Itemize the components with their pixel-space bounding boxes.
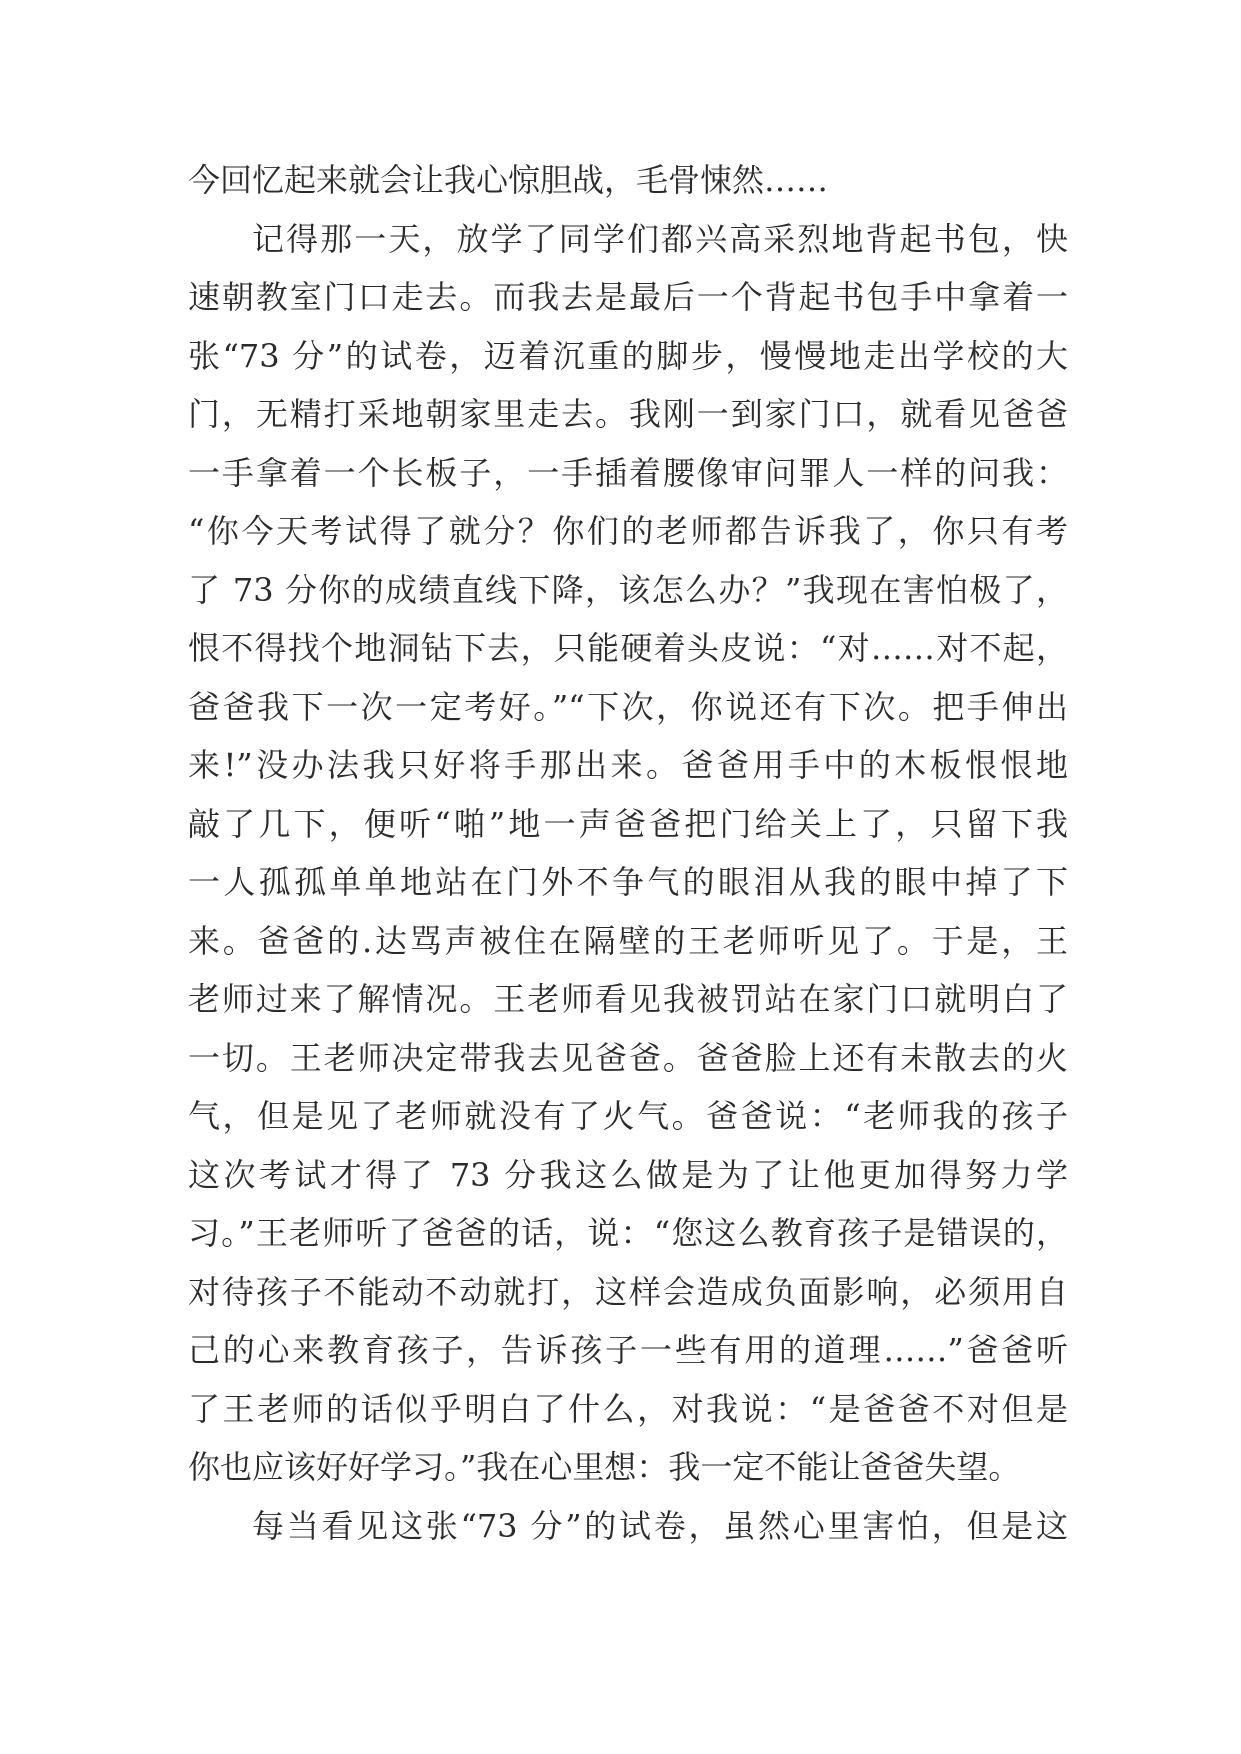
text-line: 一手拿着一个长板子，一手插着腰像审问罪人一样的问我： bbox=[188, 453, 1068, 492]
text-line: 来。爸爸的.达骂声被住在隔壁的王老师听见了。于是，王 bbox=[188, 921, 1068, 960]
text-line: 了 73 分你的成绩直线下降，该怎么办？”我现在害怕极了， bbox=[188, 570, 1068, 609]
text-line: 一人孤孤单单地站在门外不争气的眼泪从我的眼中掉了下 bbox=[188, 863, 1068, 901]
text-line: 爸爸我下一次一定考好。”“下次，你说还有下次。把手伸出 bbox=[188, 687, 1068, 726]
text-line: 这次考试才得了 73 分我这么做是为了让他更加得努力学 bbox=[188, 1155, 1068, 1194]
text-line: 敲了几下，便听“啪”地一声爸爸把门给关上了，只留下我 bbox=[188, 804, 1068, 843]
text-line: 对待孩子不能动不动就打，这样会造成负面影响，必须用自 bbox=[188, 1272, 1068, 1311]
text-line: 你也应该好好学习。”我在心里想：我一定不能让爸爸失望。 bbox=[188, 1448, 1021, 1486]
text-line: 恨不得找个地洞钻下去，只能硬着头皮说：“对……对不起， bbox=[188, 629, 1068, 667]
text-line: 老师过来了解情况。王老师看见我被罚站在家门口就明白了 bbox=[188, 980, 1068, 1018]
text-line: 己的心来教育孩子，告诉孩子一些有用的道理……”爸爸听 bbox=[188, 1331, 1068, 1369]
text-line: 气，但是见了老师就没有了火气。爸爸说：“老师我的孩子 bbox=[188, 1097, 1068, 1135]
paragraph-start-line: 每当看见这张“73 分”的试卷，虽然心里害怕，但是这 bbox=[252, 1506, 1068, 1545]
text-line: 一切。王老师决定带我去见爸爸。爸爸脸上还有未散去的火 bbox=[188, 1038, 1068, 1077]
text-line: 习。”王老师听了爸爸的话，说：“您这么教育孩子是错误的， bbox=[188, 1214, 1068, 1252]
text-line: 张“73 分”的试卷，迈着沉重的脚步，慢慢地走出学校的大 bbox=[188, 336, 1068, 375]
text-line: 今回忆起来就会让我心惊胆战，毛骨悚然…… bbox=[188, 161, 829, 199]
text-line: 来!”没办法我只好将手那出来。爸爸用手中的木板恨恨地 bbox=[188, 746, 1068, 784]
paragraph-start-line: 记得那一天，放学了同学们都兴高采烈地背起书包，快 bbox=[252, 219, 1068, 258]
text-line: “你今天考试得了就分？你们的老师都告诉我了，你只有考 bbox=[188, 512, 1068, 550]
text-line: 门，无精打采地朝家里走去。我刚一到家门口，就看见爸爸 bbox=[188, 395, 1068, 433]
body-text bbox=[188, 151, 1068, 1555]
text-line: 了王老师的话似乎明白了什么，对我说：“是爸爸不对但是 bbox=[188, 1389, 1068, 1428]
text-line: 速朝教室门口走去。而我去是最后一个背起书包手中拿着一 bbox=[188, 278, 1068, 316]
